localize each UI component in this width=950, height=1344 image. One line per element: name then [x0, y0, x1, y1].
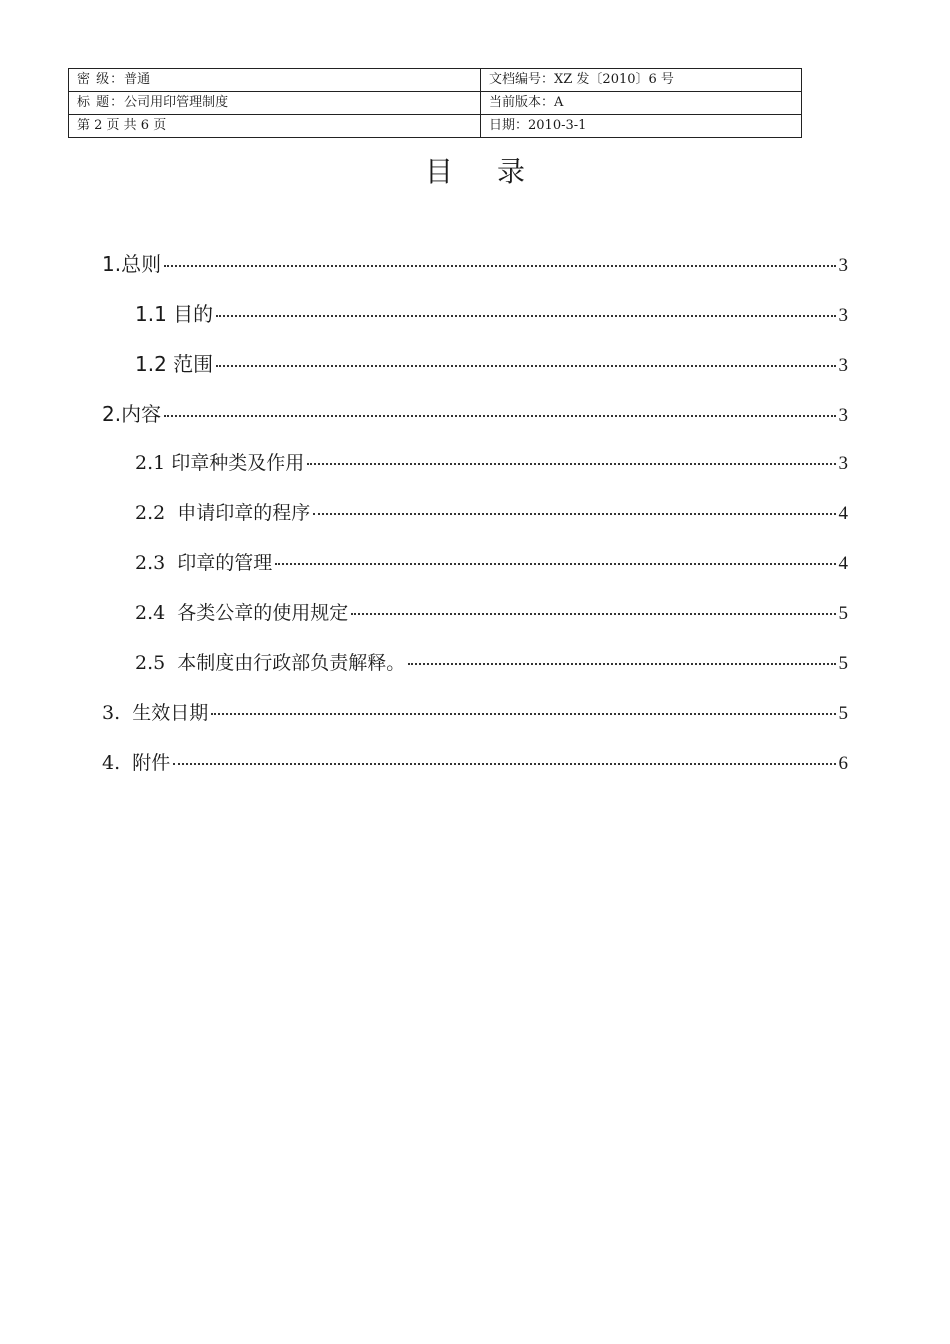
toc-entry-text: 2.2 申请印章的程序	[135, 502, 311, 524]
toc-entry[interactable]	[102, 498, 848, 548]
dot-leader	[173, 763, 835, 765]
toc-entry-page: 3	[838, 355, 848, 376]
page-info-cell	[69, 115, 481, 138]
dot-leader	[408, 663, 835, 665]
version-label: 当前版本：	[489, 95, 555, 110]
toc-entry-text: 2.内容	[102, 402, 162, 426]
dot-leader	[216, 365, 835, 367]
toc-entry[interactable]	[102, 648, 848, 698]
toc-entry-page: 3	[838, 405, 848, 426]
date-label: 日期：	[489, 118, 529, 133]
title-label: 标 题：	[77, 95, 125, 110]
dot-leader	[164, 265, 835, 267]
secret-level-cell	[69, 69, 481, 92]
toc-entry-text: 2.3 印章的管理	[135, 552, 273, 574]
toc-entry[interactable]	[102, 448, 848, 498]
dot-leader	[351, 613, 835, 615]
title-value: 公司用印管理制度	[124, 95, 229, 110]
toc-entry-text: 3. 生效日期	[102, 702, 209, 724]
toc-entry-page: 5	[838, 703, 848, 724]
toc-entry-page: 5	[838, 603, 848, 624]
page-info: 第 2 页 共 6 页	[77, 118, 167, 133]
document-header-table	[68, 68, 802, 138]
doc-number-value: XZ 发〔2010〕6 号	[554, 72, 674, 87]
dot-leader	[307, 463, 835, 465]
toc-entry-page: 6	[838, 753, 848, 774]
dot-leader	[216, 315, 835, 317]
toc-entry-page: 3	[838, 305, 848, 326]
toc-entry-text: 1.1 目的	[135, 302, 214, 326]
toc-entry[interactable]	[102, 598, 848, 648]
toc-entry[interactable]	[102, 398, 848, 448]
secret-level-value: 普通	[124, 72, 151, 87]
date-cell	[481, 115, 802, 138]
table-of-contents	[102, 248, 848, 798]
title-cell	[69, 92, 481, 115]
toc-entry-page: 5	[838, 653, 848, 674]
toc-entry-page: 4	[838, 503, 848, 524]
toc-title: 目录	[424, 155, 569, 188]
toc-entry-text: 1.总则	[102, 252, 162, 276]
toc-entry[interactable]	[102, 698, 848, 748]
toc-entry-page: 3	[838, 255, 848, 276]
header-row-2	[69, 92, 802, 115]
toc-entry-text: 1.2 范围	[135, 352, 214, 376]
dot-leader	[275, 563, 835, 565]
secret-level-label: 密 级：	[77, 72, 125, 87]
doc-number-label: 文档编号：	[489, 72, 555, 87]
doc-number-cell	[481, 69, 802, 92]
date-value: 2010-3-1	[528, 118, 587, 133]
toc-entry[interactable]	[102, 548, 848, 598]
dot-leader	[313, 513, 835, 515]
toc-entry[interactable]	[102, 348, 848, 398]
toc-entry-text: 2.4 各类公章的使用规定	[135, 602, 349, 624]
toc-entry[interactable]	[102, 248, 848, 298]
toc-entry-page: 4	[838, 553, 848, 574]
header-row-3	[69, 115, 802, 138]
toc-entry-text: 4. 附件	[102, 752, 171, 774]
dot-leader	[211, 713, 835, 715]
version-value: A	[554, 95, 564, 110]
toc-entry[interactable]	[102, 298, 848, 348]
toc-entry[interactable]	[102, 748, 848, 798]
version-cell	[481, 92, 802, 115]
header-row-1	[69, 69, 802, 92]
toc-entry-text: 2.1 印章种类及作用	[135, 452, 305, 474]
toc-entry-text: 2.5 本制度由行政部负责解释。	[135, 652, 406, 674]
dot-leader	[164, 415, 835, 417]
toc-entry-page: 3	[838, 453, 848, 474]
